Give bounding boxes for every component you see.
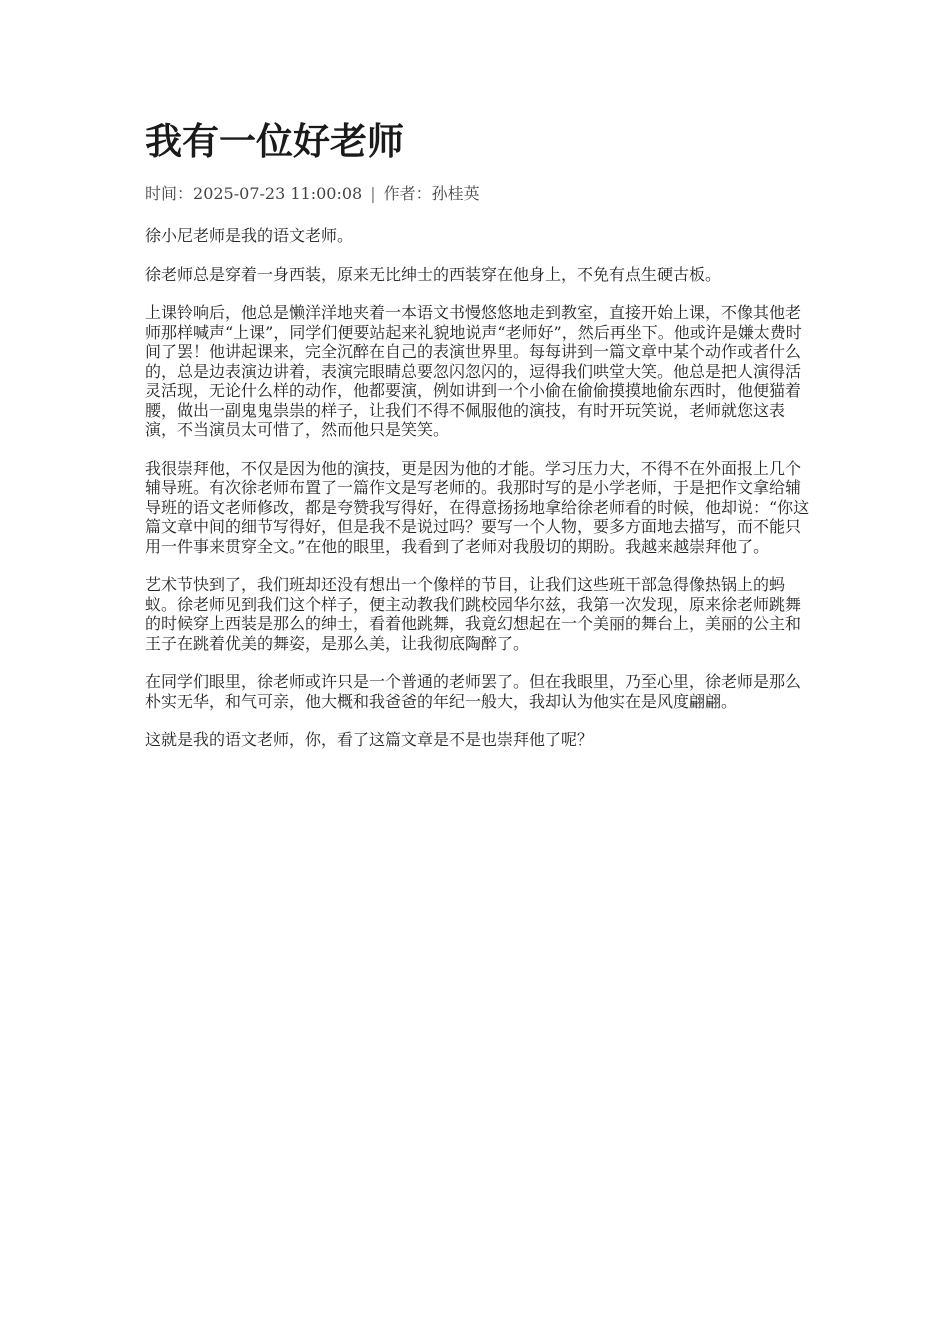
article-meta: [145, 182, 810, 206]
paragraph: 这就是我的语文老师，你，看了这篇文章是不是也崇拜他了呢？: [145, 730, 594, 749]
author-label: 作者：: [383, 184, 432, 203]
paragraph: 上课铃响后，他总是懒洋洋地夹着一本语文书慢悠悠地走到教室，直接开始上课，不像其他老师那样喊声“上课”，同学们便要站起来礼貌地说声“老师好”，然后再坐下。他或许是嫌太费时间了罢！他讲起课来，完全沉醉在自己的表演世界里。每每讲到一篇文章中某个动作或者什么的，总是边表演边讲着，表演完眼睛总要忽闪忽闪的，逗得我们哄堂大笑。他总是把人演得活灵活现，无论什么样的动作，他都要演，例如讲到一个小偷在偷偷摸摸地偷东西时，他便猫着腰，做出一副鬼鬼祟祟的样子，让我们不得不佩服他的演技，有时开玩笑说，老师就您这表演，不当演员太可惜了，然而他只是笑笑。: [145, 303, 802, 439]
paragraph: 艺术节快到了，我们班却还没有想出一个像样的节目，让我们这些班干部急得像热锅上的蚂蚁。徐老师见到我们这个样子，便主动教我们跳校园华尔兹，我第一次发现，原来徐老师跳舞的时候穿上西装是那么的绅士，看着他跳舞，我竟幻想起在一个美丽的舞台上，美丽的公主和王子在跳着优美的舞姿，是那么美，让我彻底陶醉了。: [145, 575, 802, 653]
article: [145, 112, 810, 769]
paragraph: 徐老师总是穿着一身西装，原来无比绅士的西装穿在他身上，不免有点生硬古板。: [145, 264, 722, 284]
article-title: 我有一位好老师: [145, 119, 404, 163]
author-name: 孙桂英: [431, 184, 480, 203]
paragraph: 徐小尼老师是我的语文老师。: [145, 226, 354, 245]
paragraph: 我很崇拜他，不仅是因为他的演技，更是因为他的才能。学习压力大，不得不在外面报上几个辅导班。有次徐老师布置了一篇作文是写老师的。我那时写的是小学老师，于是把作文拿给辅导班的语文老师修改，都是夸赞我写得好，在得意扬扬地拿给徐老师看的时候，他却说：“你这篇文章中间的细节写得好，但是我不是说过吗？要写一个人物，要多方面地去描写，而不能只用一件事来贯穿全文。”在他的眼里，我看到了老师对我殷切的期盼。我越来越崇拜他了。: [145, 458, 810, 556]
time-label: 时间：: [145, 184, 194, 203]
time-value: 2025-07-23 11:00:08: [193, 184, 363, 203]
paragraph: 在同学们眼里，徐老师或许只是一个普通的老师罢了。但在我眼里，乃至心里，徐老师是那么朴实无华，和气可亲，他大概和我爸爸的年纪一般大，我却认为他实在是风度翩翩。: [145, 672, 802, 711]
meta-separator: |: [370, 184, 376, 203]
article-body: [145, 226, 810, 750]
